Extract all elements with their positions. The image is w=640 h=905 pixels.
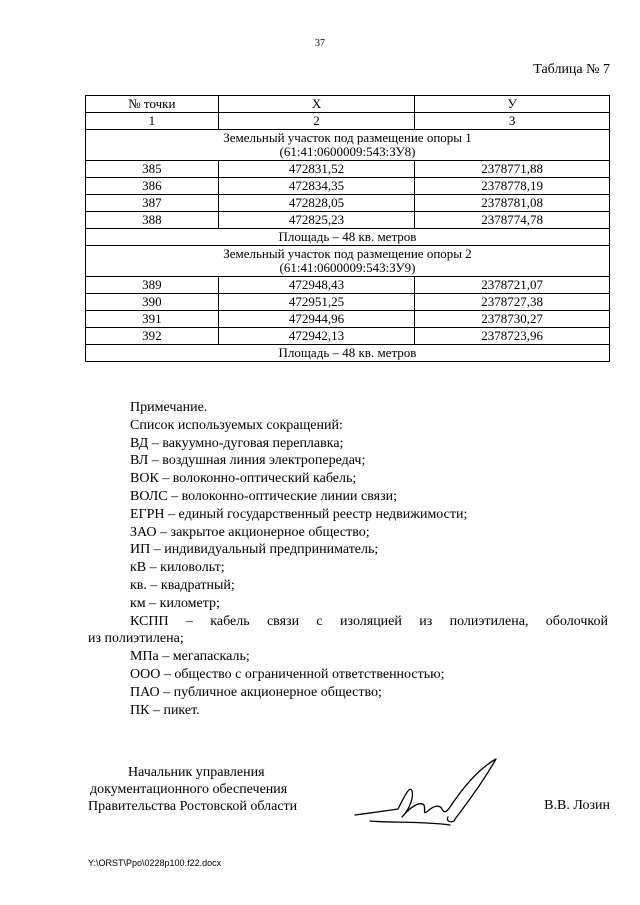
table-row bbox=[86, 311, 610, 328]
table-row bbox=[86, 212, 610, 229]
point-number-cell: 388 bbox=[86, 212, 219, 229]
abbreviation-item-kspp-continued: из полиэтилена; bbox=[88, 631, 184, 647]
header-point-number: № точки bbox=[86, 96, 219, 113]
x-cell: 472944,96 bbox=[218, 311, 415, 328]
y-cell: 2378727,38 bbox=[415, 294, 610, 311]
coordinates-table bbox=[85, 95, 610, 362]
point-number-cell: 387 bbox=[86, 195, 219, 212]
abbreviation-item: ИП – индивидуальный предприниматель; bbox=[130, 542, 379, 558]
group-title-row bbox=[86, 246, 610, 277]
x-cell: 472948,43 bbox=[218, 277, 415, 294]
signatory-title-line: Начальник управления bbox=[128, 765, 265, 780]
x-cell: 472825,23 bbox=[218, 212, 415, 229]
abbreviation-item: км – километр; bbox=[130, 595, 220, 611]
table-row bbox=[86, 195, 610, 212]
signatory-name: В.В. Лозин bbox=[544, 798, 610, 813]
area-cell: Площадь – 48 кв. метров bbox=[86, 229, 610, 246]
abbreviation-item: ООО – общество с ограниченной ответственностью; bbox=[130, 666, 445, 682]
y-cell: 2378778,19 bbox=[415, 178, 610, 195]
column-number: 3 bbox=[415, 113, 610, 130]
area-cell: Площадь – 48 кв. метров bbox=[86, 345, 610, 362]
y-cell: 2378723,96 bbox=[415, 328, 610, 345]
abbreviation-item: МПа – мегапаскаль; bbox=[130, 649, 250, 665]
point-number-cell: 391 bbox=[86, 311, 219, 328]
file-path-footer: Y:\ORST\Ppo\0228p100.f22.docx bbox=[88, 858, 222, 868]
signatory-title bbox=[88, 764, 297, 815]
group-title-row bbox=[86, 130, 610, 161]
table-row bbox=[86, 294, 610, 311]
point-number-cell: 389 bbox=[86, 277, 219, 294]
abbreviation-item: ВОЛС – волоконно-оптические линии связи; bbox=[130, 488, 398, 504]
y-cell: 2378771,88 bbox=[415, 161, 610, 178]
page-number: 37 bbox=[315, 38, 325, 49]
column-number: 2 bbox=[218, 113, 415, 130]
table-row bbox=[86, 277, 610, 294]
abbreviation-item: кВ – киловольт; bbox=[130, 560, 225, 576]
area-row bbox=[86, 229, 610, 246]
y-cell: 2378730,27 bbox=[415, 311, 610, 328]
abbreviation-item: ВД – вакуумно-дуговая переплавка; bbox=[130, 435, 344, 451]
abbreviation-item: ВОК – волоконно-оптический кабель; bbox=[130, 471, 357, 487]
table-title: Таблица № 7 bbox=[533, 62, 610, 77]
group-title bbox=[86, 130, 610, 161]
area-row bbox=[86, 345, 610, 362]
x-cell: 472951,25 bbox=[218, 294, 415, 311]
y-cell: 2378774,78 bbox=[415, 212, 610, 229]
column-number: 1 bbox=[86, 113, 219, 130]
x-cell: 472834,35 bbox=[218, 178, 415, 195]
abbreviations-title: Список используемых сокращений: bbox=[130, 417, 343, 433]
handwritten-signature bbox=[350, 755, 510, 835]
table-row bbox=[86, 161, 610, 178]
table-header-row bbox=[86, 96, 610, 113]
point-number-cell: 385 bbox=[86, 161, 219, 178]
notes-heading: Примечание. bbox=[130, 400, 208, 415]
group-cadastral-number: (61:41:0600009:543:ЗУ8) bbox=[279, 144, 416, 159]
table-row bbox=[86, 328, 610, 345]
group-cadastral-number: (61:41:0600009:543:ЗУ9) bbox=[279, 260, 416, 275]
point-number-cell: 392 bbox=[86, 328, 219, 345]
abbreviation-item: ВЛ – воздушная линия электропередач; bbox=[130, 453, 366, 469]
abbreviation-item: ЗАО – закрытое акционерное общество; bbox=[130, 524, 370, 540]
notes-section bbox=[88, 399, 608, 719]
abbreviation-item: ПАО – публичное акционерное общество; bbox=[130, 684, 382, 700]
group-title-line: Земельный участок под размещение опоры 1 bbox=[223, 130, 472, 145]
column-number-row bbox=[86, 113, 610, 130]
table-row bbox=[86, 178, 610, 195]
signatory-title-line: документационного обеспечения bbox=[90, 782, 288, 797]
signatory-title-line: Правительства Ростовской области bbox=[88, 799, 298, 814]
x-cell: 472942,13 bbox=[218, 328, 415, 345]
group-title bbox=[86, 246, 610, 277]
point-number-cell: 386 bbox=[86, 178, 219, 195]
point-number-cell: 390 bbox=[86, 294, 219, 311]
header-x: X bbox=[218, 96, 415, 113]
abbreviation-item-kspp: КСПП – кабель связи с изоляцией из полиэтилена, оболочкой bbox=[130, 613, 608, 629]
abbreviation-item: ЕГРН – единый государственный реестр недвижимости; bbox=[130, 506, 468, 522]
group-title-line: Земельный участок под размещение опоры 2 bbox=[223, 246, 472, 261]
y-cell: 2378721,07 bbox=[415, 277, 610, 294]
y-cell: 2378781,08 bbox=[415, 195, 610, 212]
abbreviation-item: ПК – пикет. bbox=[130, 702, 200, 718]
x-cell: 472828,05 bbox=[218, 195, 415, 212]
x-cell: 472831,52 bbox=[218, 161, 415, 178]
header-y: У bbox=[415, 96, 610, 113]
abbreviation-item: кв. – квадратный; bbox=[130, 577, 235, 593]
